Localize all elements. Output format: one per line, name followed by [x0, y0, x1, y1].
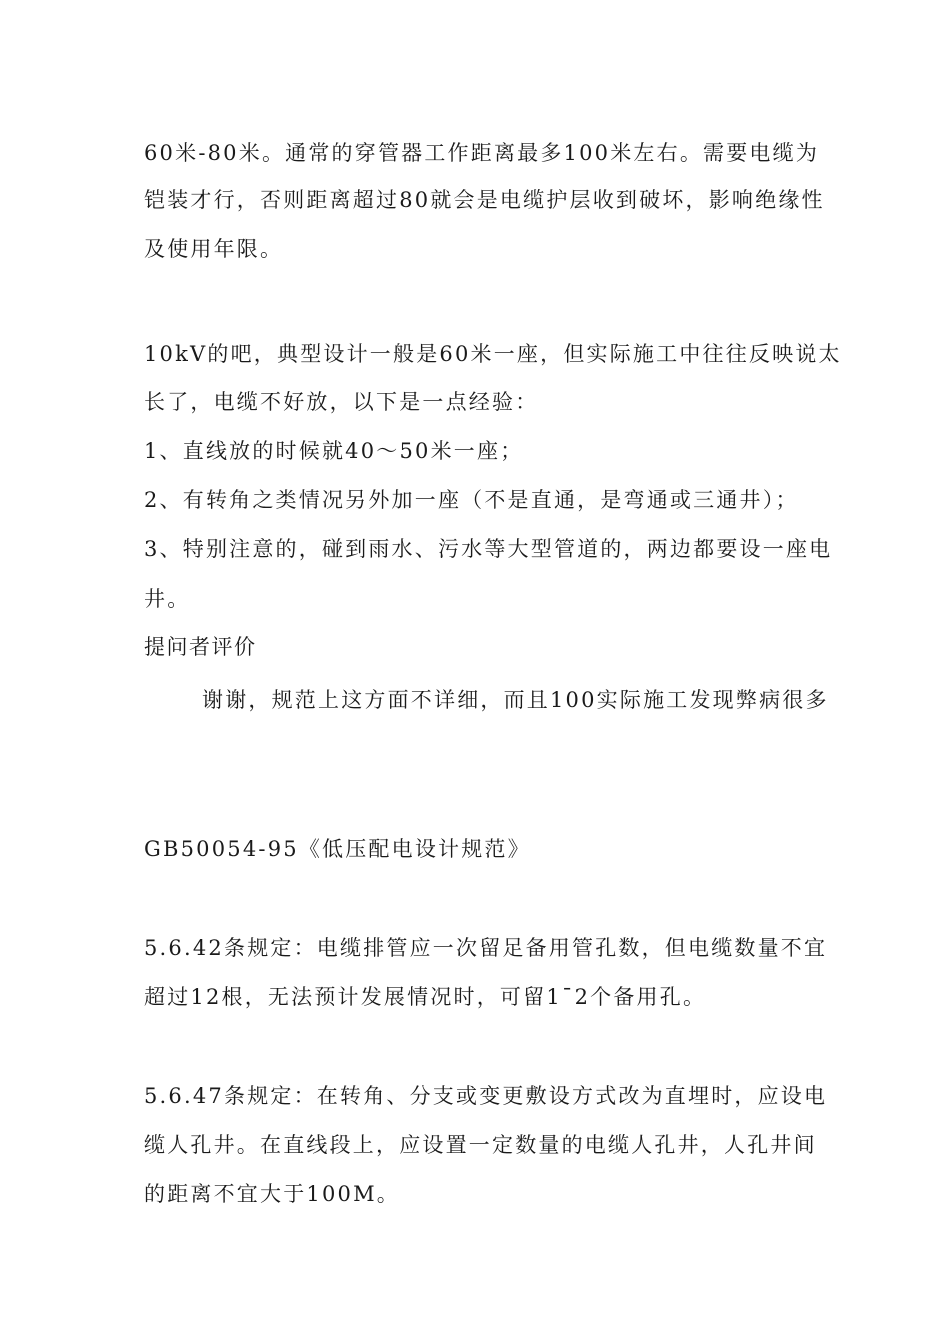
clause-2-line-3: 的距离不宜大于100M。 [144, 1182, 400, 1206]
clause-2-line-1: 5.6.47条规定：在转角、分支或变更敷设方式改为直埋时，应设电 [144, 1084, 828, 1108]
clause-1-line-2: 超过12根，无法预计发展情况时，可留1¯2个备用孔。 [144, 985, 707, 1009]
paragraph-1-line-3: 及使用年限。 [144, 237, 284, 261]
standard-title: GB50054-95《低压配电设计规范》 [144, 837, 531, 861]
list-item-3-line-2: 井。 [144, 587, 191, 611]
paragraph-2-line-2: 长了，电缆不好放，以下是一点经验： [144, 390, 539, 414]
list-item-2: 2、有转角之类情况另外加一座（不是直通，是弯通或三通井）； [144, 488, 799, 512]
clause-1-line-1: 5.6.42条规定：电缆排管应一次留足备用管孔数，但电缆数量不宜 [144, 936, 828, 960]
paragraph-1-line-1: 60米-80米。通常的穿管器工作距离最多100米左右。需要电缆为 [144, 141, 820, 165]
paragraph-1-line-2: 铠装才行，否则距离超过80就会是电缆护层收到破坏，影响绝缘性 [144, 188, 825, 212]
evaluation-label: 提问者评价 [144, 635, 257, 659]
list-item-1: 1、直线放的时候就40～50米一座； [144, 439, 524, 463]
list-item-3-line-1: 3、特别注意的，碰到雨水、污水等大型管道的，两边都要设一座电 [144, 537, 833, 561]
clause-2-line-2: 缆人孔井。在直线段上，应设置一定数量的电缆人孔井，人孔井间 [144, 1133, 817, 1157]
paragraph-2-line-1: 10kV的吧，典型设计一般是60米一座，但实际施工中往往反映说太 [144, 342, 842, 366]
evaluation-comment: 谢谢，规范上这方面不详细，而且100实际施工发现弊病很多 [202, 688, 829, 712]
